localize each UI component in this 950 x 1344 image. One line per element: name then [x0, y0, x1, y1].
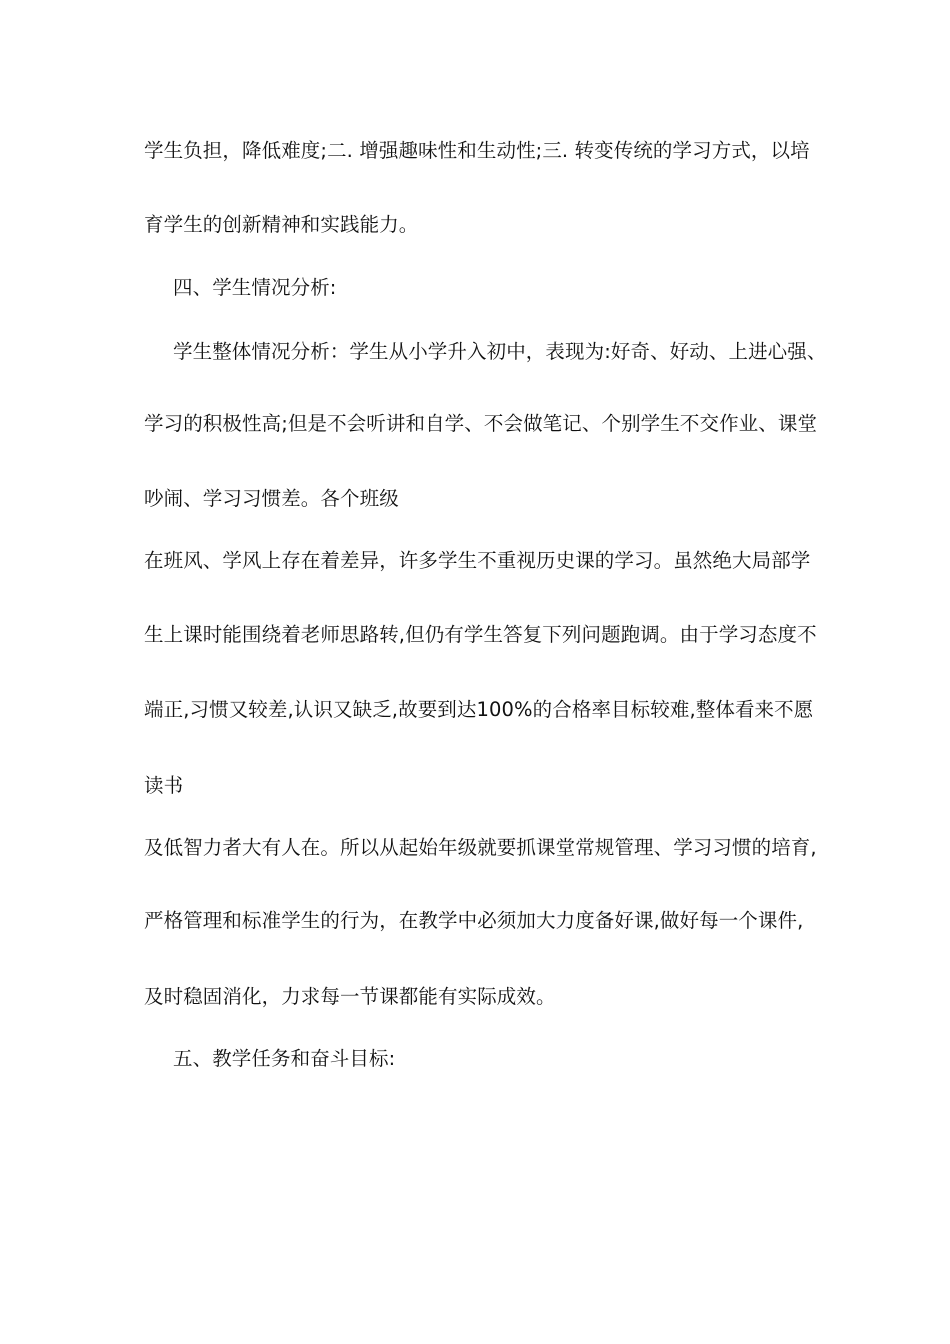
body-text-line: 端正,习惯又较差,认识又缺乏,故要到达100%的合格率目标较难,整体看来不愿	[144, 698, 814, 721]
body-text-line: 在班风、学风上存在着差异，许多学生不重视历史课的学习。虽然绝大局部学	[144, 549, 811, 572]
body-text-line: 学习的积极性高;但是不会听讲和自学、不会做笔记、个别学生不交作业、课堂	[144, 412, 818, 435]
body-text-line: 严格管理和标准学生的行为，在教学中必须加大力度备好课,做好每一个课件,	[144, 909, 804, 932]
section-heading: 四、学生情况分析:	[173, 276, 337, 299]
body-text-line: 生上课时能围绕着老师思路转,但仍有学生答复下列问题跑调。由于学习态度不	[144, 623, 817, 646]
body-text-line: 学生整体情况分析：学生从小学升入初中，表现为:好奇、好动、上进心强、	[173, 340, 827, 363]
body-text-line: 及低智力者大有人在。所以从起始年级就要抓课堂常规管理、学习习惯的培育,	[144, 836, 817, 859]
body-text-line: 育学生的创新精神和实践能力。	[144, 213, 419, 236]
body-text-line: 及时稳固消化，力求每一节课都能有实际成效。	[144, 985, 556, 1008]
body-text-line: 吵闹、学习习惯差。各个班级	[144, 487, 399, 510]
body-text-line: 读书	[144, 774, 184, 797]
section-heading: 五、教学任务和奋斗目标:	[173, 1047, 396, 1070]
body-text-line: 学生负担，降低难度;二. 增强趣味性和生动性;三. 转变传统的学习方式，以培	[144, 139, 810, 162]
